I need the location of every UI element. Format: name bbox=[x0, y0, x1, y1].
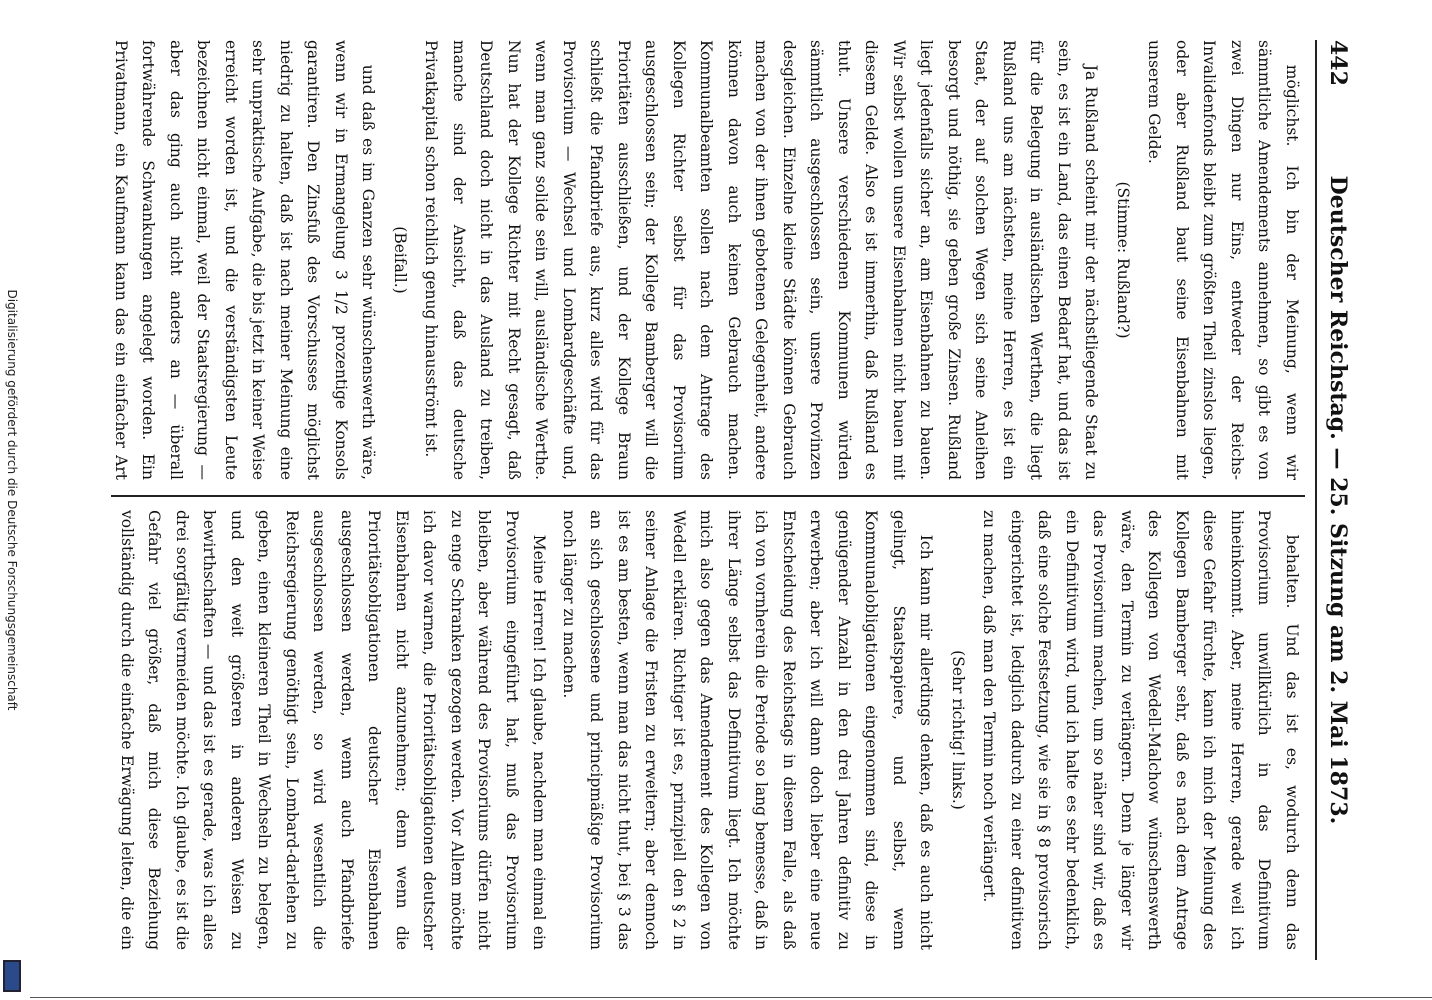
text-paragraph: Ich kann mir allerdings denken, daß es auch nicht gelingt, Staatspapiere, und selbst, wenn Kommunalobligationen eingenommen sind, diese in genügender Anzahl in den drei Jahren definitiv zu erwerben; aber ich will dann doch lieber eine neue Entscheidung des Reichstags in diesem Falle, als daß ich von vornherein die Periode so lang bemesse, daß in ihrer Länge selbst das Definitivum liegt. Ich möchte mich also gegen das Amendement des Kollegen von Wedell erklären. Richtiger ist es, prinzipiell den § 2 in seiner Anlage die Fristen zu erweitern; aber dennoch ist es am besten, wenn man das nicht thut, bei § 3 das an sich geschlossene und principmäßige Provisorium noch länger zu machen. bbox=[560, 510, 936, 950]
page-header bbox=[1321, 40, 1351, 960]
bottom-rule bbox=[30, 997, 1432, 998]
digitization-sidebar bbox=[0, 0, 24, 1000]
text-paragraph: und daß es im Ganzen sehr wünschenswerth wäre, wenn wir in Ermangelung 3 1/2 prozentige Konsols garantiren. Den Zinsfuß des Vorschusses möglichst niedrig zu halten, daß ist nach meiner Meinung eine sehr unpraktische Aufgabe, die bis jetzt in keiner Weise erreicht worden ist, und die verständigsten Leute bezeichnen nicht einmal, weil der Staatsregierung — aber das ging auch nicht anders an — überall fortwährende Schwankungen angelegt worden. Ein Privatmann, ein Kaufmann kann das ein einfacher Art bbox=[112, 40, 378, 480]
remark-note: (Stimme: Rußland?) bbox=[1114, 181, 1132, 339]
page-title: Deutscher Reichstag. — 25. Sitzung am 2. Mai 1873. bbox=[1325, 175, 1351, 825]
remark-note: (Sehr richtig! links.) bbox=[949, 650, 967, 810]
remark-note: (Beifall.) bbox=[391, 226, 409, 294]
column-divider bbox=[111, 495, 1305, 497]
left-text-column bbox=[111, 40, 1305, 480]
dfg-logo bbox=[3, 960, 21, 992]
page-number: 442 bbox=[1325, 40, 1351, 86]
right-text-column bbox=[111, 510, 1305, 950]
rotated-page-content bbox=[71, 30, 1361, 970]
text-paragraph: behalten. Und das ist es, wodurch denn das Provisorium unwillkürlich in das Definitivum hineinkommt. Aber, meine Herren, gerade weil ich diese Gefahr fürchte, kann ich mich der Meinung des Kollegen Bamberger sehr, daß es nach dem Antrage des Kollegen von Wedell-Malchow wünschenswerth wäre, den Termin zu verlängern. Denn je länger wir das Provisorium machen, um so näher sind wir, daß es ein Definitivum wird, und ich halte es sehr bedenklich, daß eine solche Festsetzung, wie sie in § 8 provisorisch eingerichtet ist, lediglich dadurch zu einer definitiven zu machen, daß man den Termin noch verlängert. bbox=[980, 510, 1301, 950]
text-paragraph: Meine Herren! Ich glaube, nachdem man einmal ein Provisorium eingeführt hat, muß das Provisorium bleiben, aber während des Provisoriums dürfen nicht zu enge Schranken gezogen werden. Vor Allem möchte ich davor warnen, die Prioritätsobligationen deutscher Eisenbahnen nicht anzunehmen; denn wenn die Prioritätsobligationen deutscher Eisenbahnen ausgeschlossen werden, wenn auch Pfandbriefe ausgeschlossen werden, so wird wesentlich die Reichsregierung genöthigt sein, Lombard-darlehen zu geben, einen kleineren Theil in Wechseln zu belegen, und den weit größeren in anderen Weisen zu bewirthschaften — und das ist es gerade, was ich alles drei sorgfältig vermeiden möchte. Ich glaube, es ist die Gefahr viel größer, daß mich diese Beziehung vollständig durch die einfache Erwägung leiten, die ein bbox=[118, 510, 549, 950]
text-paragraph: möglichst. Ich bin der Meinung, wenn wir sämmtliche Amendements annehmen, so gibt es von zwei Dingen nur Eins, entweder der Reichs-Invalidenfonds bleibt zum größten Theil zinslos liegen, oder aber Rußland baut seine Eisenbahnen mit unserem Gelde. bbox=[1145, 40, 1301, 480]
header-rule bbox=[1315, 40, 1317, 960]
digitization-note: Digitalisierung gefördert durch die Deutsche Forschungsgemeinschaft bbox=[5, 289, 19, 711]
text-paragraph: Ja Rußland scheint mir der nächstliegende Staat zu sein, es ist ein Land, das einen Bedarf hat, und das ist für die Belegung in ausländischen Werthen, die liegt Rußland uns am nächsten, meine Herren, es ist ein Staat, der auf solchen Wegen sich seine Anleihen besorgt und nöthig, sie geben große Zinsen. Rußland liegt jedenfalls sicher an, am Eisenbahnen zu bauen. Wir selbst wollen unsere Eisenbahnen nicht bauen mit diesem Gelde. Also es ist immerhin, daß Rußland es thut. Unsere verschiedenen Kommunen würden sämmtlich ausgeschlossen sein, unsere Provinzen desgleichen. Einzelne kleine Städte können Gebrauch machen von der ihnen gebotenen Gelegenheit, andere können davon auch keinen Gebrauch machen. Kommunalbeamten sollen nach dem Antrage des Kollegen Richter selbst für das Provisorium ausgeschlossen sein; der Kollege Bamberger will die Prioritäten ausschließen, und der Kollege Braun schließt die Pfandbriefe aus, kurz alles wird für das Provisorium — Wechsel und Lombardgeschäfte und, wenn man ganz solide sein will, ausländische Werthe. Nun hat der Kollege Richter mit Recht gesagt, daß Deutschland doch nicht in das Ausland zu treiben, manche sind der Ansicht, daß das deutsche Privatkapital schon reichlich genug hinausströmt ist. bbox=[422, 40, 1101, 480]
